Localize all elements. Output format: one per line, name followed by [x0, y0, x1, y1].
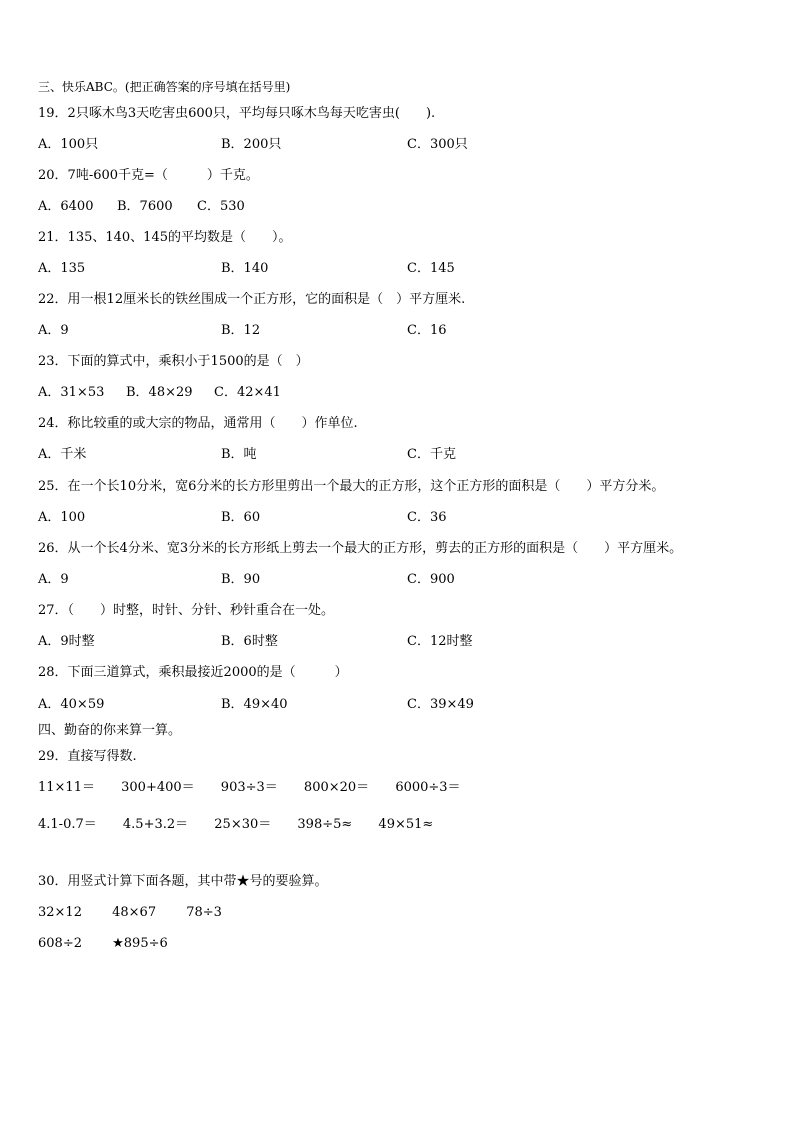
option-a: A．6400 — [38, 199, 94, 214]
option-b: B．12 — [221, 323, 261, 338]
option-b: B．48×29 — [126, 385, 193, 400]
calc-item: 32×12 — [38, 905, 82, 920]
option-c: C．36 — [407, 510, 447, 525]
question-30: 30．用竖式计算下面各题，其中带★号的要验算。 — [38, 874, 328, 889]
section-3-title: 三、快乐ABC。(把正确答案的序号填在括号里) — [38, 80, 291, 94]
calc-item: 78÷3 — [186, 905, 222, 920]
option-a: A．31×53 — [38, 385, 105, 400]
question-22: 22．用一根12厘米长的铁丝围成一个正方形，它的面积是（ ）平方厘米. — [38, 292, 466, 307]
option-c: C．16 — [407, 323, 447, 338]
option-a: A．9 — [38, 323, 69, 338]
calc-item: 49×51≈ — [378, 817, 434, 832]
option-a: A．135 — [38, 261, 86, 276]
calc-item: 25×30＝ — [214, 817, 272, 832]
option-c: C．145 — [407, 261, 455, 276]
q29-row-2 — [38, 817, 455, 833]
calc-item: 11×11＝ — [38, 780, 95, 795]
q30-row-1 — [38, 905, 248, 921]
option-b: B．6时整 — [221, 634, 278, 649]
question-29: 29．直接写得数. — [38, 749, 137, 764]
option-c: C．300只 — [407, 137, 468, 152]
calc-item: 4.5+3.2＝ — [122, 817, 189, 832]
option-b: B．7600 — [117, 199, 173, 214]
option-c: C．530 — [197, 199, 245, 214]
calc-item: ★895÷6 — [112, 936, 168, 951]
calc-item: 6000÷3＝ — [395, 780, 461, 795]
option-a: A．千米 — [38, 447, 87, 462]
calc-item: 608÷2 — [38, 936, 82, 951]
calc-item: 4.1-0.7＝ — [38, 817, 97, 832]
option-a: A．100 — [38, 510, 86, 525]
calc-item: 48×67 — [112, 905, 157, 920]
question-24: 24．称比较重的或大宗的物品，通常用（ ）作单位. — [38, 416, 358, 431]
calc-item: 903÷3＝ — [220, 780, 278, 795]
question-25: 25．在一个长10分米，宽6分米的长方形里剪出一个最大的正方形，这个正方形的面积是（ ）平方分米。 — [38, 479, 665, 494]
option-b: B．60 — [221, 510, 261, 525]
calc-item: 398÷5≈ — [297, 817, 353, 832]
option-c: C．900 — [407, 572, 455, 587]
option-b: B．140 — [221, 261, 269, 276]
option-a: A．9时整 — [38, 634, 95, 649]
question-28: 28．下面三道算式，乘积最接近2000的是（ ） — [38, 665, 348, 680]
question-19: 19．2只啄木鸟3天吃害虫600只，平均每只啄木鸟每天吃害虫( ). — [38, 106, 436, 121]
question-23: 23．下面的算式中，乘积小于1500的是（ ） — [38, 354, 309, 369]
calc-item: 800×20＝ — [303, 780, 370, 795]
option-c: C．42×41 — [214, 385, 281, 400]
question-21: 21．135、140、145的平均数是（ ）。 — [38, 230, 292, 245]
calc-item: 300+400＝ — [121, 780, 195, 795]
question-20: 20．7吨-600千克=（ ）千克。 — [38, 168, 259, 183]
option-b: B．200只 — [221, 137, 282, 152]
question-27: 27．（ ）时整，时针、分针、秒针重合在一处。 — [38, 603, 335, 618]
section-4-title: 四、勤奋的你来算一算。 — [38, 723, 182, 738]
q30-row-2 — [38, 936, 194, 952]
option-c: C．12时整 — [407, 634, 473, 649]
question-26: 26．从一个长4分米、宽3分米的长方形纸上剪去一个最大的正方形，剪去的正方形的面积是（ ）平方厘米。 — [38, 541, 683, 556]
option-b: B．49×40 — [221, 697, 288, 712]
option-a: A．9 — [38, 572, 69, 587]
option-a: A．40×59 — [38, 697, 105, 712]
option-b: B．吨 — [221, 447, 257, 462]
option-c: C．39×49 — [407, 697, 474, 712]
option-b: B．90 — [221, 572, 261, 587]
q29-row-1 — [38, 780, 483, 796]
option-c: C．千克 — [407, 447, 456, 462]
option-a: A．100只 — [38, 137, 99, 152]
